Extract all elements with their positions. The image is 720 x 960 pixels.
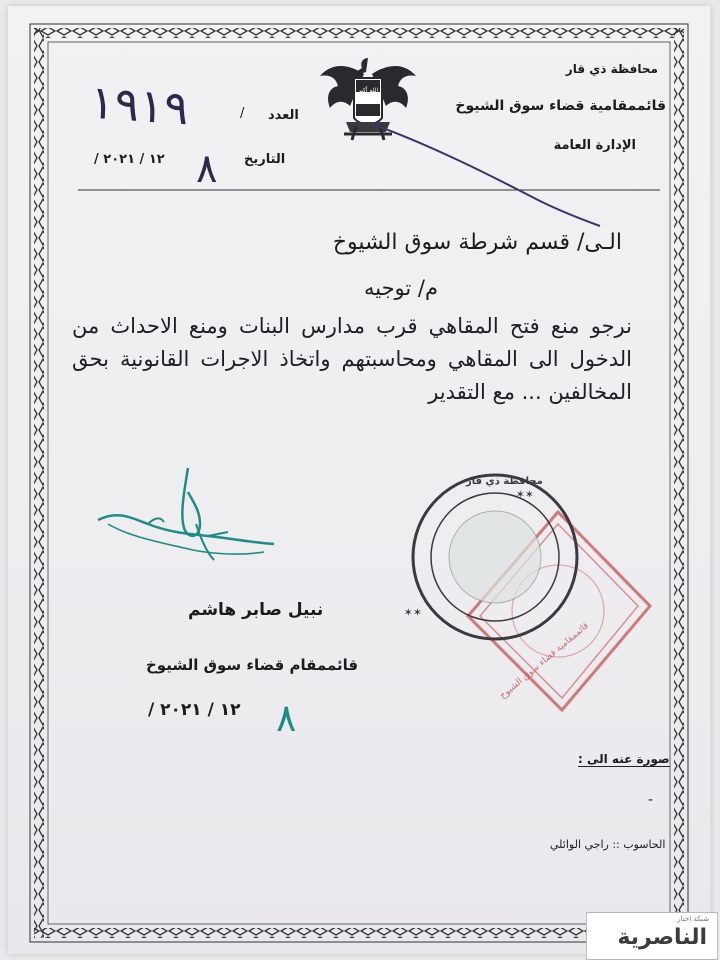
copy-to-label: صورة عنه الى : (578, 752, 670, 766)
handwritten-number: ١٩١٩ (88, 74, 191, 136)
watermark-text: الناصرية (617, 925, 707, 950)
pen-stroke (368, 114, 608, 234)
red-stamp-text: قائممقامية قضاء سوق الشيوخ (497, 620, 591, 702)
handwritten-day: ٨ (196, 146, 218, 192)
letter-body: نرجو منع فتح المقاهي قرب مدارس البنات ومنع الاحداث من الدخول الى المقاهي ومحاسبتهم واتخاذ الاجرات القانونية بحق المخالفين ... مع التقدير (72, 314, 632, 404)
number-separator: / (240, 106, 245, 121)
subject-line: م/ توجيه (363, 276, 438, 300)
svg-text:✶✶: ✶✶ (403, 606, 422, 619)
signatory-title: قائممقام قضاء سوق الشيوخ (146, 656, 359, 674)
emblem-text: الله أكبر (357, 87, 379, 94)
office-name: قائممقامية قضاء سوق الشيوخ (455, 98, 666, 114)
number-label: العدد (268, 108, 299, 123)
svg-text:✶✶: ✶✶ (515, 488, 534, 501)
date-label: التاريخ (244, 152, 286, 167)
handwritten-signature (88, 462, 288, 572)
header-date: / ١٢ / ٢٠٢١ (94, 152, 165, 167)
document-page (8, 6, 710, 954)
signatory-name: نبيل صابر هاشم (188, 600, 324, 620)
governorate-name: محافظة ذي قار (565, 62, 658, 76)
department-name: الإدارة العامة (553, 138, 636, 153)
round-stamp-text: محافظة ذي قار (466, 476, 543, 487)
signature-day-handwritten: ٨ (276, 696, 297, 740)
typist-line: الحاسوب :: راجي الوائلي (550, 838, 666, 851)
signature-date: / ١٢ / ٢٠٢١ (148, 700, 241, 720)
recipient-line: الـى/ قسم شرطة سوق الشيوخ (332, 230, 622, 255)
watermark-small-text: شبكة اخبار (677, 915, 709, 923)
copy-to-item: - (648, 792, 654, 808)
watermark-logo (586, 912, 718, 960)
round-stamp (403, 468, 584, 646)
